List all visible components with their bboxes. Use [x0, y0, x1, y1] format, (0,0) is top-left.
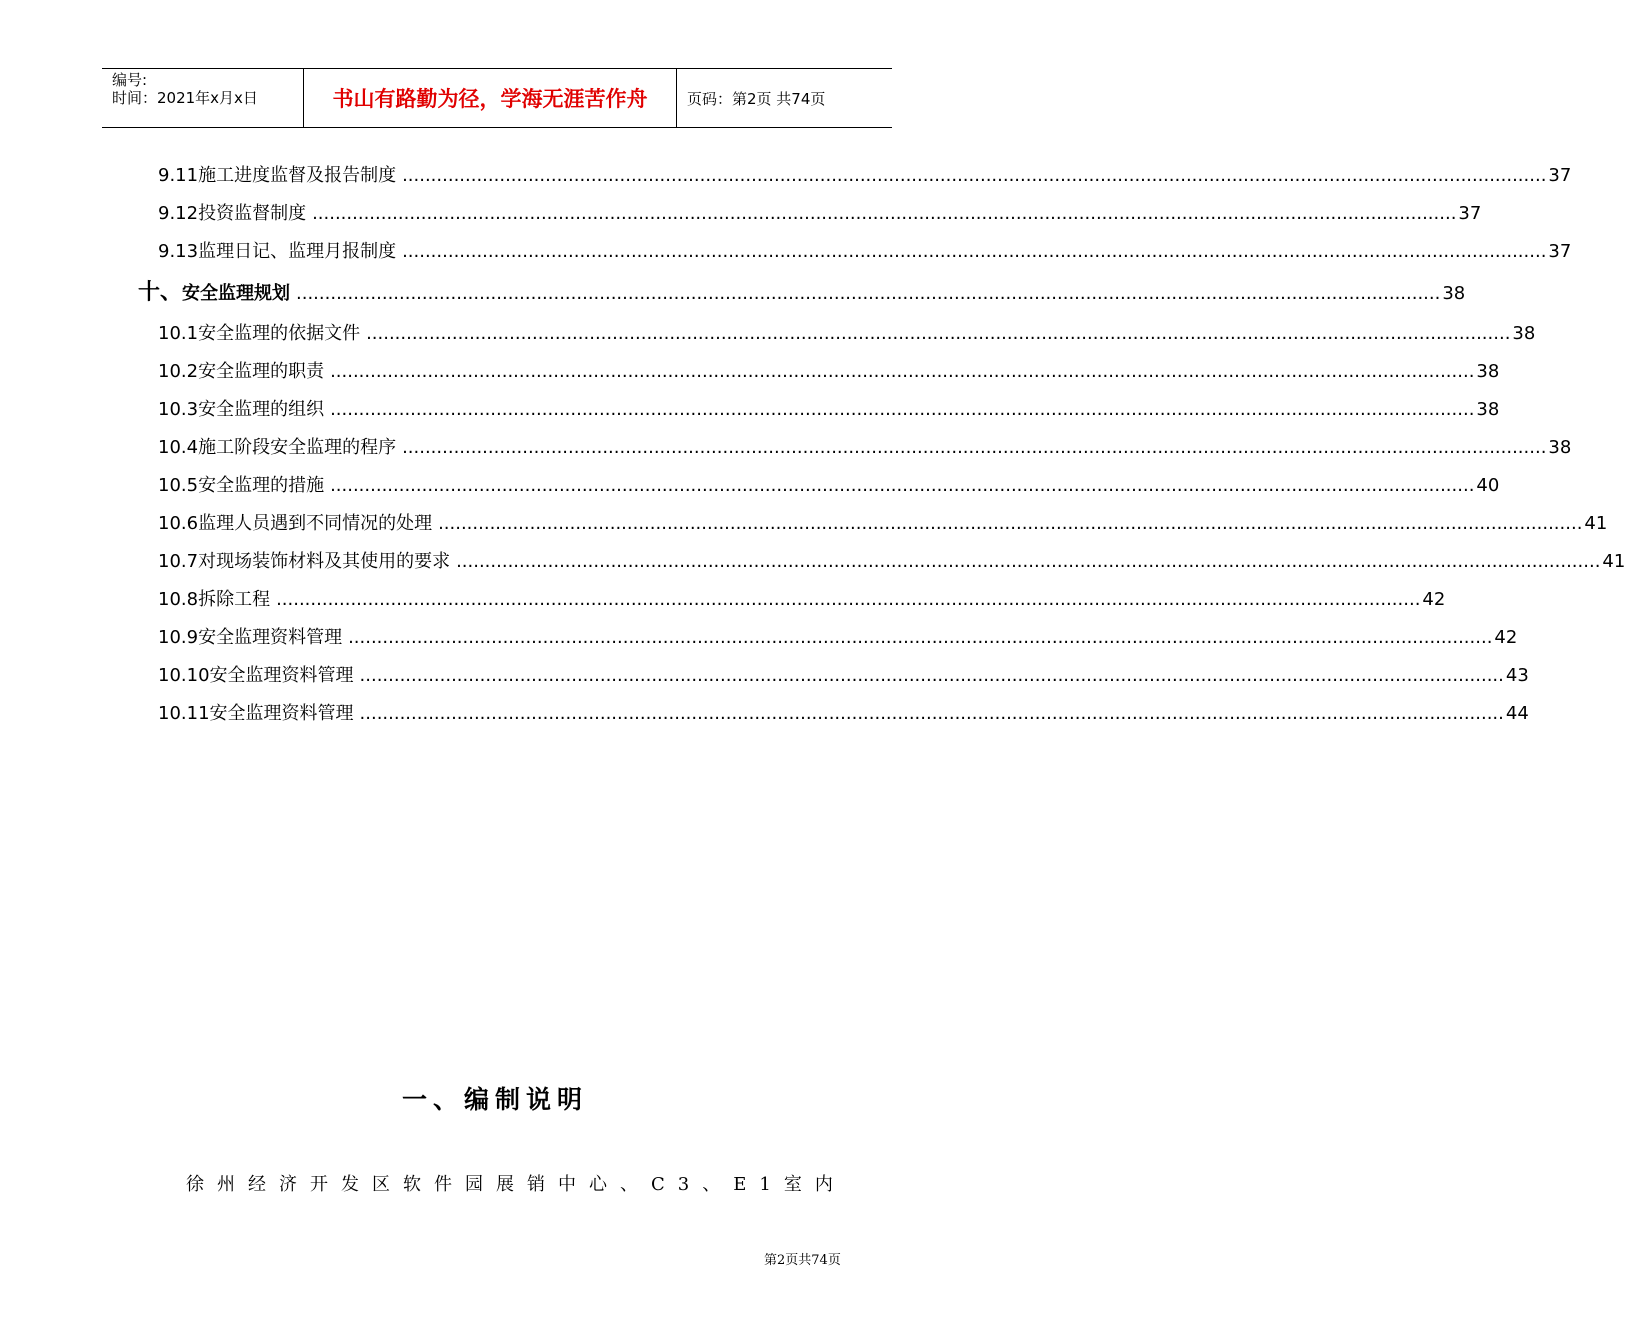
toc-page: 38: [1512, 323, 1536, 344]
toc-leader: ........................................................................................................................................................................................................: [296, 283, 1441, 304]
toc-title: 对现场装饰材料及其使用的要求: [198, 551, 451, 572]
toc-page: 38: [1476, 399, 1500, 420]
toc-page: 42: [1494, 627, 1518, 648]
time-label: 时间：2021年x月x日: [112, 89, 258, 107]
toc-leader: ........................................................................................................................................................................................................: [348, 627, 1493, 648]
toc-title: 拆除工程: [198, 589, 271, 610]
toc-page: 40: [1476, 475, 1500, 496]
header-meta: [102, 69, 304, 127]
header-page-info: 页码：第2页 共74页: [687, 89, 826, 108]
toc-title: 安全监理的职责: [198, 361, 325, 382]
toc-entry[interactable]: [158, 240, 1572, 264]
toc-number: 10.5: [158, 475, 199, 496]
toc-title: 安全监理资料管理: [198, 627, 343, 648]
toc-number: 9.13: [158, 241, 199, 262]
toc-entry[interactable]: [158, 588, 1446, 612]
toc-leader: ........................................................................................................................................................................................................: [330, 475, 1475, 496]
page-header: [102, 68, 892, 128]
toc-number: 10.9: [158, 627, 199, 648]
toc-title: 安全监理资料管理: [209, 665, 354, 686]
toc-entry[interactable]: [158, 436, 1572, 460]
toc-number: 10.7: [158, 551, 199, 572]
toc-title: 监理人员遇到不同情况的处理: [198, 513, 433, 534]
toc-number: 10.4: [158, 437, 199, 458]
toc-title: 安全监理的措施: [198, 475, 325, 496]
toc-entry[interactable]: [158, 626, 1518, 650]
toc-leader: ........................................................................................................................................................................................................: [402, 241, 1547, 262]
toc-page: 43: [1505, 665, 1529, 686]
toc-entry[interactable]: [158, 398, 1500, 422]
page-footer: 第2页共74页: [764, 1253, 841, 1268]
toc-page: 42: [1422, 589, 1446, 610]
toc-leader: ........................................................................................................................................................................................................: [330, 361, 1475, 382]
toc-title: 安全监理规划: [182, 283, 291, 304]
toc-page: 37: [1458, 203, 1482, 224]
toc-entry[interactable]: [158, 202, 1482, 226]
toc-leader: ........................................................................................................................................................................................................: [402, 165, 1547, 186]
toc-leader: ........................................................................................................................................................................................................: [359, 665, 1504, 686]
toc-number: 10.3: [158, 399, 199, 420]
toc-entry[interactable]: [158, 664, 1529, 688]
toc-page: 44: [1505, 703, 1529, 724]
toc-leader: ........................................................................................................................................................................................................: [456, 551, 1601, 572]
toc-number: 十、: [138, 280, 183, 305]
toc-number: 10.10: [158, 665, 210, 686]
toc-leader: ........................................................................................................................................................................................................: [366, 323, 1511, 344]
body-paragraph: 徐州经济开发区软件园展销中心、C3、E1室内: [186, 1174, 846, 1195]
toc-number: 9.12: [158, 203, 199, 224]
toc-entry[interactable]: [158, 512, 1608, 536]
toc-number: 10.8: [158, 589, 199, 610]
toc-chapter-entry[interactable]: [138, 280, 1466, 306]
toc-leader: ........................................................................................................................................................................................................: [330, 399, 1475, 420]
toc-leader: ........................................................................................................................................................................................................: [402, 437, 1547, 458]
chapter-title: 一、编制说明: [401, 1085, 588, 1114]
toc-title: 安全监理的依据文件: [198, 323, 361, 344]
serial-label: 编号:: [112, 71, 148, 89]
toc-title: 监理日记、监理月报制度: [198, 241, 397, 262]
toc-title: 安全监理资料管理: [209, 703, 354, 724]
toc-number: 10.2: [158, 361, 199, 382]
toc-entry[interactable]: [158, 360, 1500, 384]
toc-title: 投资监督制度: [198, 203, 307, 224]
toc-page: 37: [1548, 165, 1572, 186]
toc-page: 38: [1548, 437, 1572, 458]
toc-entry[interactable]: [158, 550, 1625, 574]
toc-leader: ........................................................................................................................................................................................................: [438, 513, 1583, 534]
toc-number: 10.11: [158, 703, 210, 724]
toc-page: 41: [1584, 513, 1608, 534]
toc-number: 10.1: [158, 323, 199, 344]
toc-entry[interactable]: [158, 164, 1572, 188]
toc-number: 10.6: [158, 513, 199, 534]
toc-title: 安全监理的组织: [198, 399, 325, 420]
toc-leader: ........................................................................................................................................................................................................: [276, 589, 1421, 610]
toc-number: 9.11: [158, 165, 199, 186]
toc-leader: ........................................................................................................................................................................................................: [359, 703, 1504, 724]
toc-entry[interactable]: [158, 322, 1536, 346]
toc-page: 38: [1442, 283, 1466, 304]
toc-page: 38: [1476, 361, 1500, 382]
toc-leader: ........................................................................................................................................................................................................: [312, 203, 1457, 224]
header-motto: 书山有路勤为径，学海无涯苦作舟: [304, 69, 677, 127]
toc-page: 37: [1548, 241, 1572, 262]
toc-page: 41: [1602, 551, 1625, 572]
toc-entry[interactable]: [158, 474, 1500, 498]
toc-entry[interactable]: [158, 702, 1529, 726]
toc-title: 施工进度监督及报告制度: [198, 165, 397, 186]
toc-title: 施工阶段安全监理的程序: [198, 437, 397, 458]
